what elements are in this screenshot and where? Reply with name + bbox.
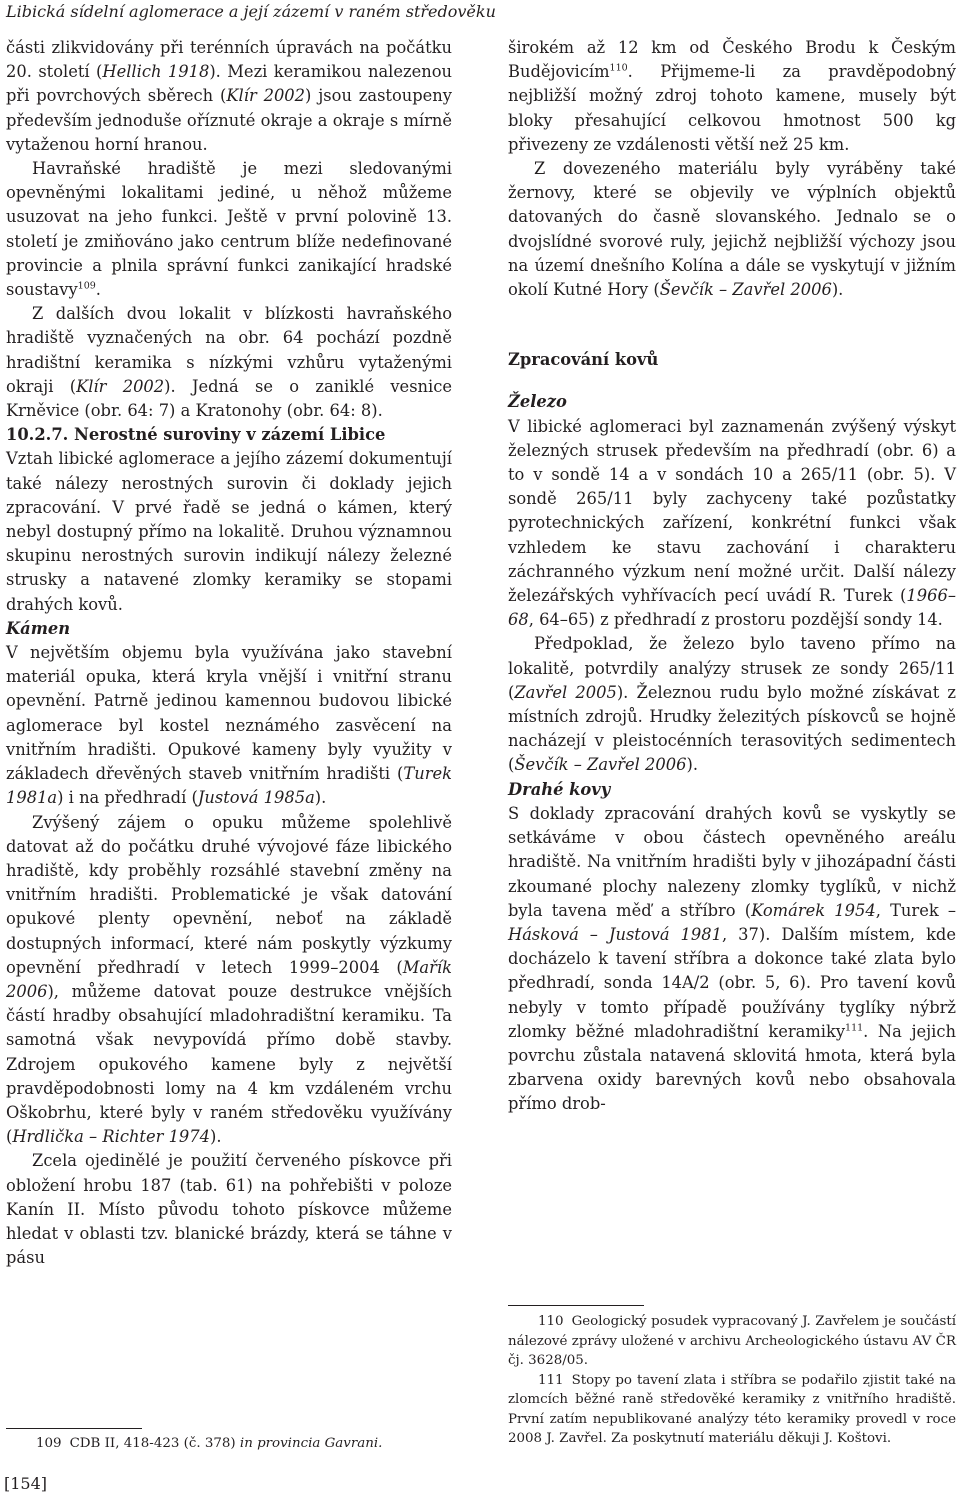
- subsection-heading: Zpracování kovů: [508, 350, 659, 370]
- footnotes-right: [508, 1312, 956, 1449]
- paragraph: Z dalších dvou lokalit v blízkosti havraňského hradiště vyznačených na obr. 64 pochází pozdně hradištní keramika s nízkými vzhůru vytaženými okraji (Klír 2002). Jedná se o zaniklé vesnice Krněvice (obr. 64: 7) a Kratonohy (obr. 64: 8).: [6, 304, 452, 421]
- subheading-kamen: Kámen: [6, 618, 71, 638]
- paragraph: části zlikvidovány při terénních úpravách na počátku 20. století (Hellich 1918). Mezi keramikou nalezenou při povrchových sběrech (Klír 2002) jsou zastoupeny především jednoduše oříznuté okraje a okraje s mírně vytaženou horní hranou.: [6, 38, 453, 154]
- footnote-110: 110 Geologický posudek vypracovaný J. Zavřelem je součástí nálezové zprávy uložené v archivu Archeologického ústavu AV ČR čj. 3628/05.: [508, 1314, 956, 1368]
- footnote-ref-111[interactable]: 111: [845, 1022, 864, 1034]
- paragraph: Vztah libické aglomerace a jejího zázemí dokumentují také nálezy nerostných surovin či doklady jejich zpracování. V prvé řadě se jedná o kámen, který nebyl dostupný přímo na lokalitě. Druhou významnou skupinu nerostných surovin indikují nálezy železné strusky a natavené zlomky keramiky se stopami drahých kovů.: [6, 449, 452, 614]
- footnote-109: 109 CDB II, 418-423 (č. 378) in provincia Gavrani.: [36, 1436, 383, 1451]
- paragraph: Zcela ojedinělé je použití červeného pískovce při obložení hrobu 187 (tab. 61) na pohřebišti v poloze Kanín II. Místo původu tohoto pískovce můžeme hledat v oblasti tzv. blanické brázdy, která se táhne v pásu: [6, 1151, 452, 1268]
- right-column: [508, 36, 956, 1117]
- paragraph: Havraňské hradiště je mezi sledovanými opevněnými lokalitami jediné, u něhož můžeme usuzovat na jeho funkci. Ještě v první polovině 13. století je zmiňováno jako centrum blíže nedefinované provincie a plnila správní funkci zanikající hradské soustavy$^{109}$.: [6, 159, 452, 300]
- paragraph: Předpoklad, že železo bylo taveno přímo na lokalitě, potvrdily analýzy strusek ze sondy 265/11 (Zavřel 2005). Železnou rudu bylo možné získávat z místních zdrojů. Hrudky železitých pískovců se hojně nacházejí v pleistocénních terasovitých sedimentech (Ševčík – Zavřel 2006).: [508, 634, 956, 775]
- footnote-111: 111 Stopy po tavení zlata i stříbra se podařilo zjistit také na zlomcích běžné raně středověké keramiky z vnitřního hradiště. První zatím nepublikované analýzy této keramiky provedl v roce 2008 J. Zavřel. Za poskytnutí materiálu děkuji J. Koštovi.: [508, 1372, 956, 1446]
- left-column: [6, 36, 452, 1270]
- footnote-ref-109[interactable]: 109: [77, 280, 96, 292]
- paragraph: V libické aglomeraci byl zaznamenán zvýšený výskyt železných strusek především na předhradí (obr. 6) a to v sondě 14 a v sondách 10 a 265/11 (obr. 5). V sondě 265/11 byly zachyceny také pozůstatky pyrotechnických zařízení, konkrétní funkci však vzhledem ke stavu zachování i charakteru záchranného výzkum není možné určit. Další nálezy železářských vyhřívacích pecí uvádí R. Turek (1966–68, 64–65) z předhradí z prostoru pozdější sondy 14.: [508, 416, 956, 630]
- paragraph: S doklady zpracování drahých kovů se vyskytly se setkáváme v obou částech opevněného areálu hradiště. Na vnitřním hradišti byly v jihozápadní části zkoumané plochy nalezeny zlomky tyglíků, v nichž byla tavena měď a stříbro (Komárek 1954, Turek – Hásková – Justová 1981, 37). Dalším místem, kde docházelo k tavení stříbra a dokonce také zlata bylo předhradí, sonda 14A/2 (obr. 5, 6). Pro tavení kovů nebyly v tomto případě používány tyglíky nýbrž zlomky běžné mladohradištní keramiky$^{111}$. Na jejich povrchu zůstala natavená sklovitá hmota, která byla zbarvena oxidy barevných kovů nebo obsahovala přímo drob-: [508, 803, 957, 1114]
- subheading-drahe-kovy: Drahé kovy: [508, 779, 611, 799]
- paragraph: V největším objemu byla využívána jako stavební materiál opuka, která kryla vnější i vnitřní stranu opevnění. Patrně jedinou kamennou budovou libické aglomerace byl kostel neznámého zasvěcení na vnitřním hradišti. Opukové kameny byly využity v základech dřevěných staveb vnitřním hradišti (Turek 1981a) i na předhradí (Justová 1985a).: [6, 643, 452, 808]
- paragraph: Zvýšený zájem o opuku můžeme spolehlivě datovat až do počátku druhé vývojové fáze libického hradiště, kdy proběhly rozsáhlé stavební změny na vnitřním hradišti. Problematické je však datování opukové plenty opevnění, neboť na základě dostupných informací, které nám poskytly výzkumy opevnění předhradí v letech 1999–2004 (Mařík 2006), můžeme datovat pouze destrukce vnějších částí hradby obsahující mladohradištní keramiku. Ta samotná však nevypovídá přímo době stavby. Zdrojem opukového kamene byly z největší pravděpodobnosti lomy na 4 km vzdáleném vrchu Oškobrhu, které byly v raném středověku využívány (Hrdlička – Richter 1974).: [6, 812, 452, 1147]
- page-number: [154]: [4, 1474, 48, 1493]
- section-heading: 10.2.7. Nerostné suroviny v zázemí Libice: [6, 425, 386, 445]
- paragraph: širokém až 12 km od Českého Brodu k Českým Budějovicím$^{110}$. Přijmeme-li za pravděpodobný nejbližší možný zdroj tohoto kamene, musely být bloky přesahující celkovou hmotnost 500 kg přivezeny ze vzdálenosti větší než 25 km.: [508, 38, 956, 154]
- subheading-zelezo: Železo: [508, 392, 567, 412]
- footnote-ref-110[interactable]: 110: [609, 62, 628, 74]
- footnote-rule-left: [6, 1428, 142, 1429]
- paragraph: Z dovezeného materiálu byly vyráběny také žernovy, které se objevily ve výplních objektů datovaných do časně slovanského. Jednalo se o dvojslídné svorové ruly, jejichž nejbližší výchozy jsou na území dnešního Kolína a dále se vyskytují v jižním okolí Kutné Hory (Ševčík – Zavřel 2006).: [508, 159, 956, 300]
- footnote-rule-right: [508, 1305, 644, 1306]
- running-header: Libická sídelní aglomerace a její zázemí v raném středověku: [6, 2, 496, 21]
